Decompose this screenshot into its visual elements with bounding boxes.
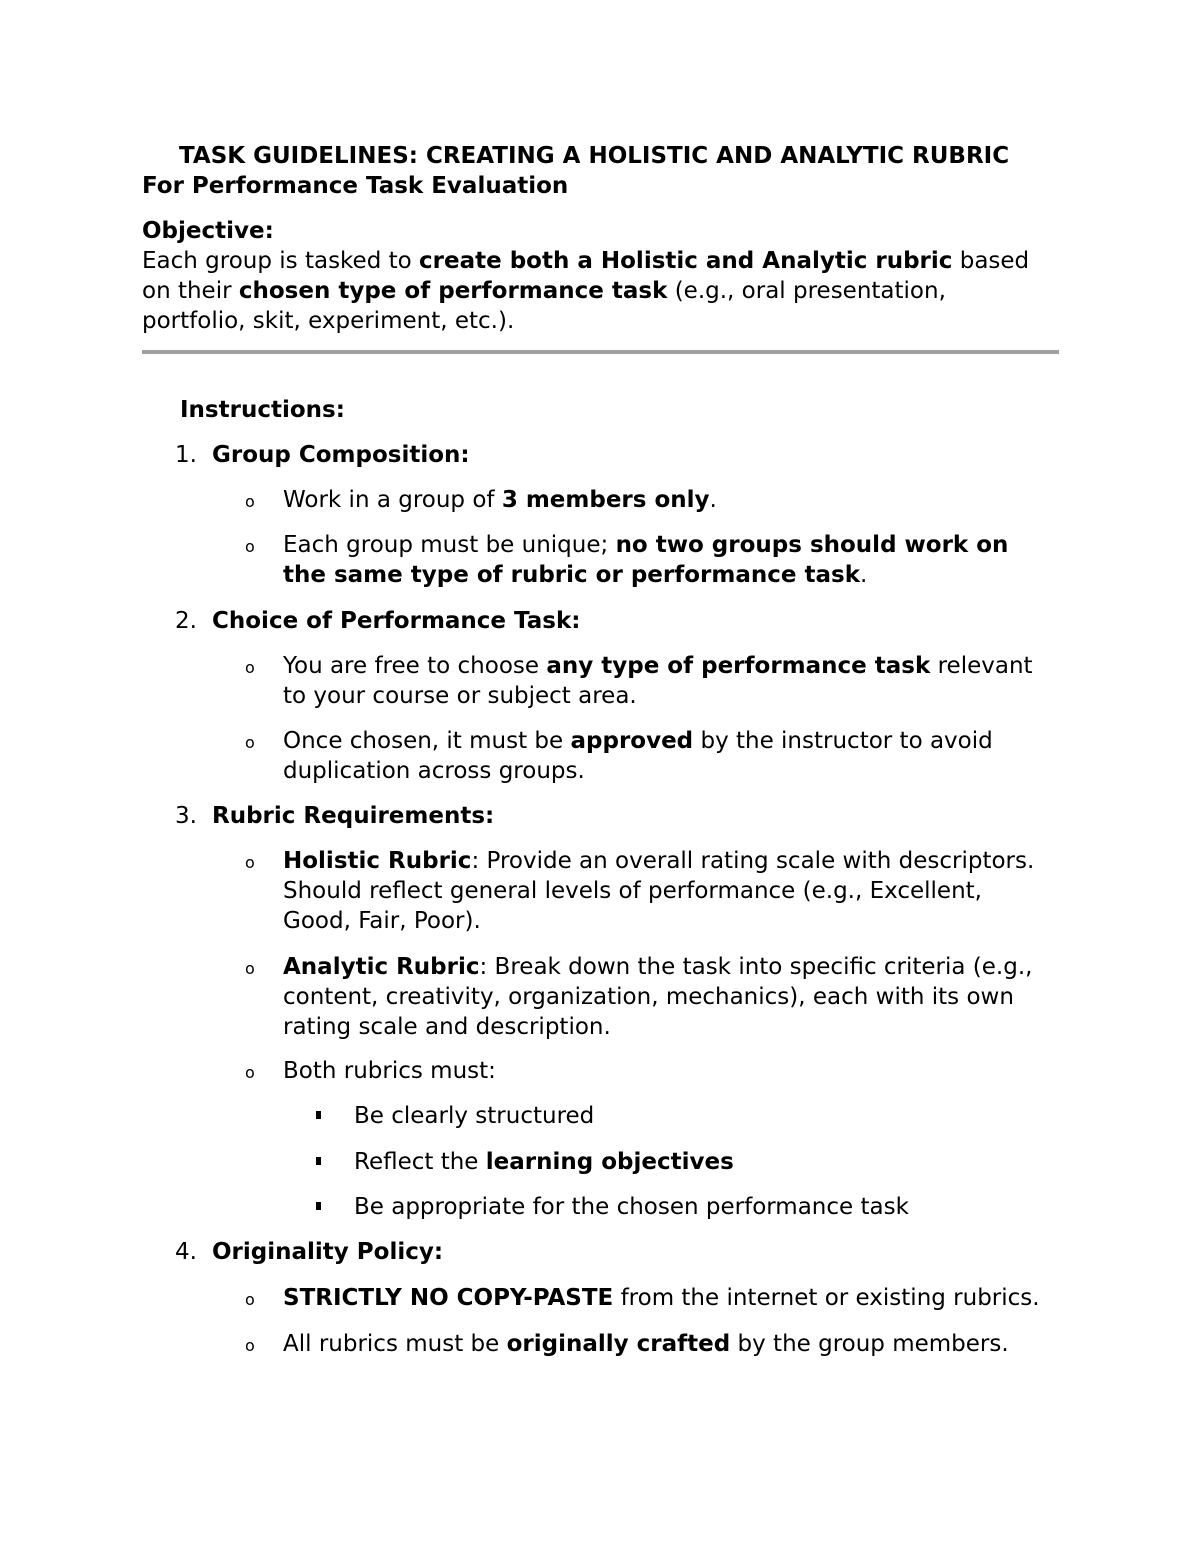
square-bullet-icon — [316, 1111, 321, 1119]
document-page: TASK GUIDELINES: CREATING A HOLISTIC AND ANALYTIC RUBRIC For Performance Task Evaluation Objective: Each group is tasked to create both a Holistic and Analytic rubric based on their chosen type of performance task (e.g., oral presentation, portfolio, skit, experiment, etc.). Instructions: 1. Group Composition: o Work in a group of 3 members only. o Each group must be unique; no two groups should work on the same type of rubric or performance task. 2. Choice of Performance Task: o You are free to choose any type of performance task relevant to your course or subject area. o Once chosen, it must be approved by the instructor to avoid duplication across groups. 3. Rubric Requirements: o Holistic Rubric: Provide an overall rating scale with descriptors. Should reflect general levels of performance (e.g., Excellent, Good, Fair, Poor). o Analytic Rubric: Break down the task into specific criteria (e.g., content, creativity, organization, mechanics), each with its own rating scale and description. o Both rubrics must: Be clearly structured Reflect the learning objectives Be appropriate for the chosen performance task 4. Originality Policy: o STRICTLY NO COPY-PASTE from the internet or existing rubrics. o All rubrics must be originally crafted by the group members. — [0, 0, 1200, 1553]
horizontal-divider — [142, 350, 1059, 354]
circle-bullet-icon: o — [245, 1336, 255, 1355]
section-choice-of-task: 2. Choice of Performance Task: — [175, 608, 581, 634]
circle-bullet-icon: o — [245, 959, 255, 978]
circle-bullet-icon: o — [245, 853, 255, 872]
instructions-heading: Instructions: — [180, 397, 345, 423]
square-bullet-icon — [316, 1157, 321, 1165]
circle-bullet-icon: o — [245, 658, 255, 677]
section-originality-policy: 4. Originality Policy: — [175, 1239, 444, 1265]
circle-bullet-icon: o — [245, 537, 255, 556]
document-title: TASK GUIDELINES: CREATING A HOLISTIC AND ANALYTIC RUBRIC — [179, 143, 1010, 169]
objective-heading: Objective: — [142, 218, 274, 244]
section-group-composition: 1. Group Composition: — [175, 442, 470, 468]
circle-bullet-icon: o — [245, 733, 255, 752]
circle-bullet-icon: o — [245, 492, 255, 511]
section-rubric-requirements: 3. Rubric Requirements: — [175, 803, 495, 829]
square-bullet-icon — [316, 1202, 321, 1210]
circle-bullet-icon: o — [245, 1063, 255, 1082]
document-subtitle: For Performance Task Evaluation — [142, 173, 569, 199]
objective-text: Each group is tasked to create both a Holistic and Analytic rubric based on their chosen type of performance task (e.g., oral presentation, portfolio, skit, experiment, etc.). — [142, 248, 1030, 334]
circle-bullet-icon: o — [245, 1290, 255, 1309]
